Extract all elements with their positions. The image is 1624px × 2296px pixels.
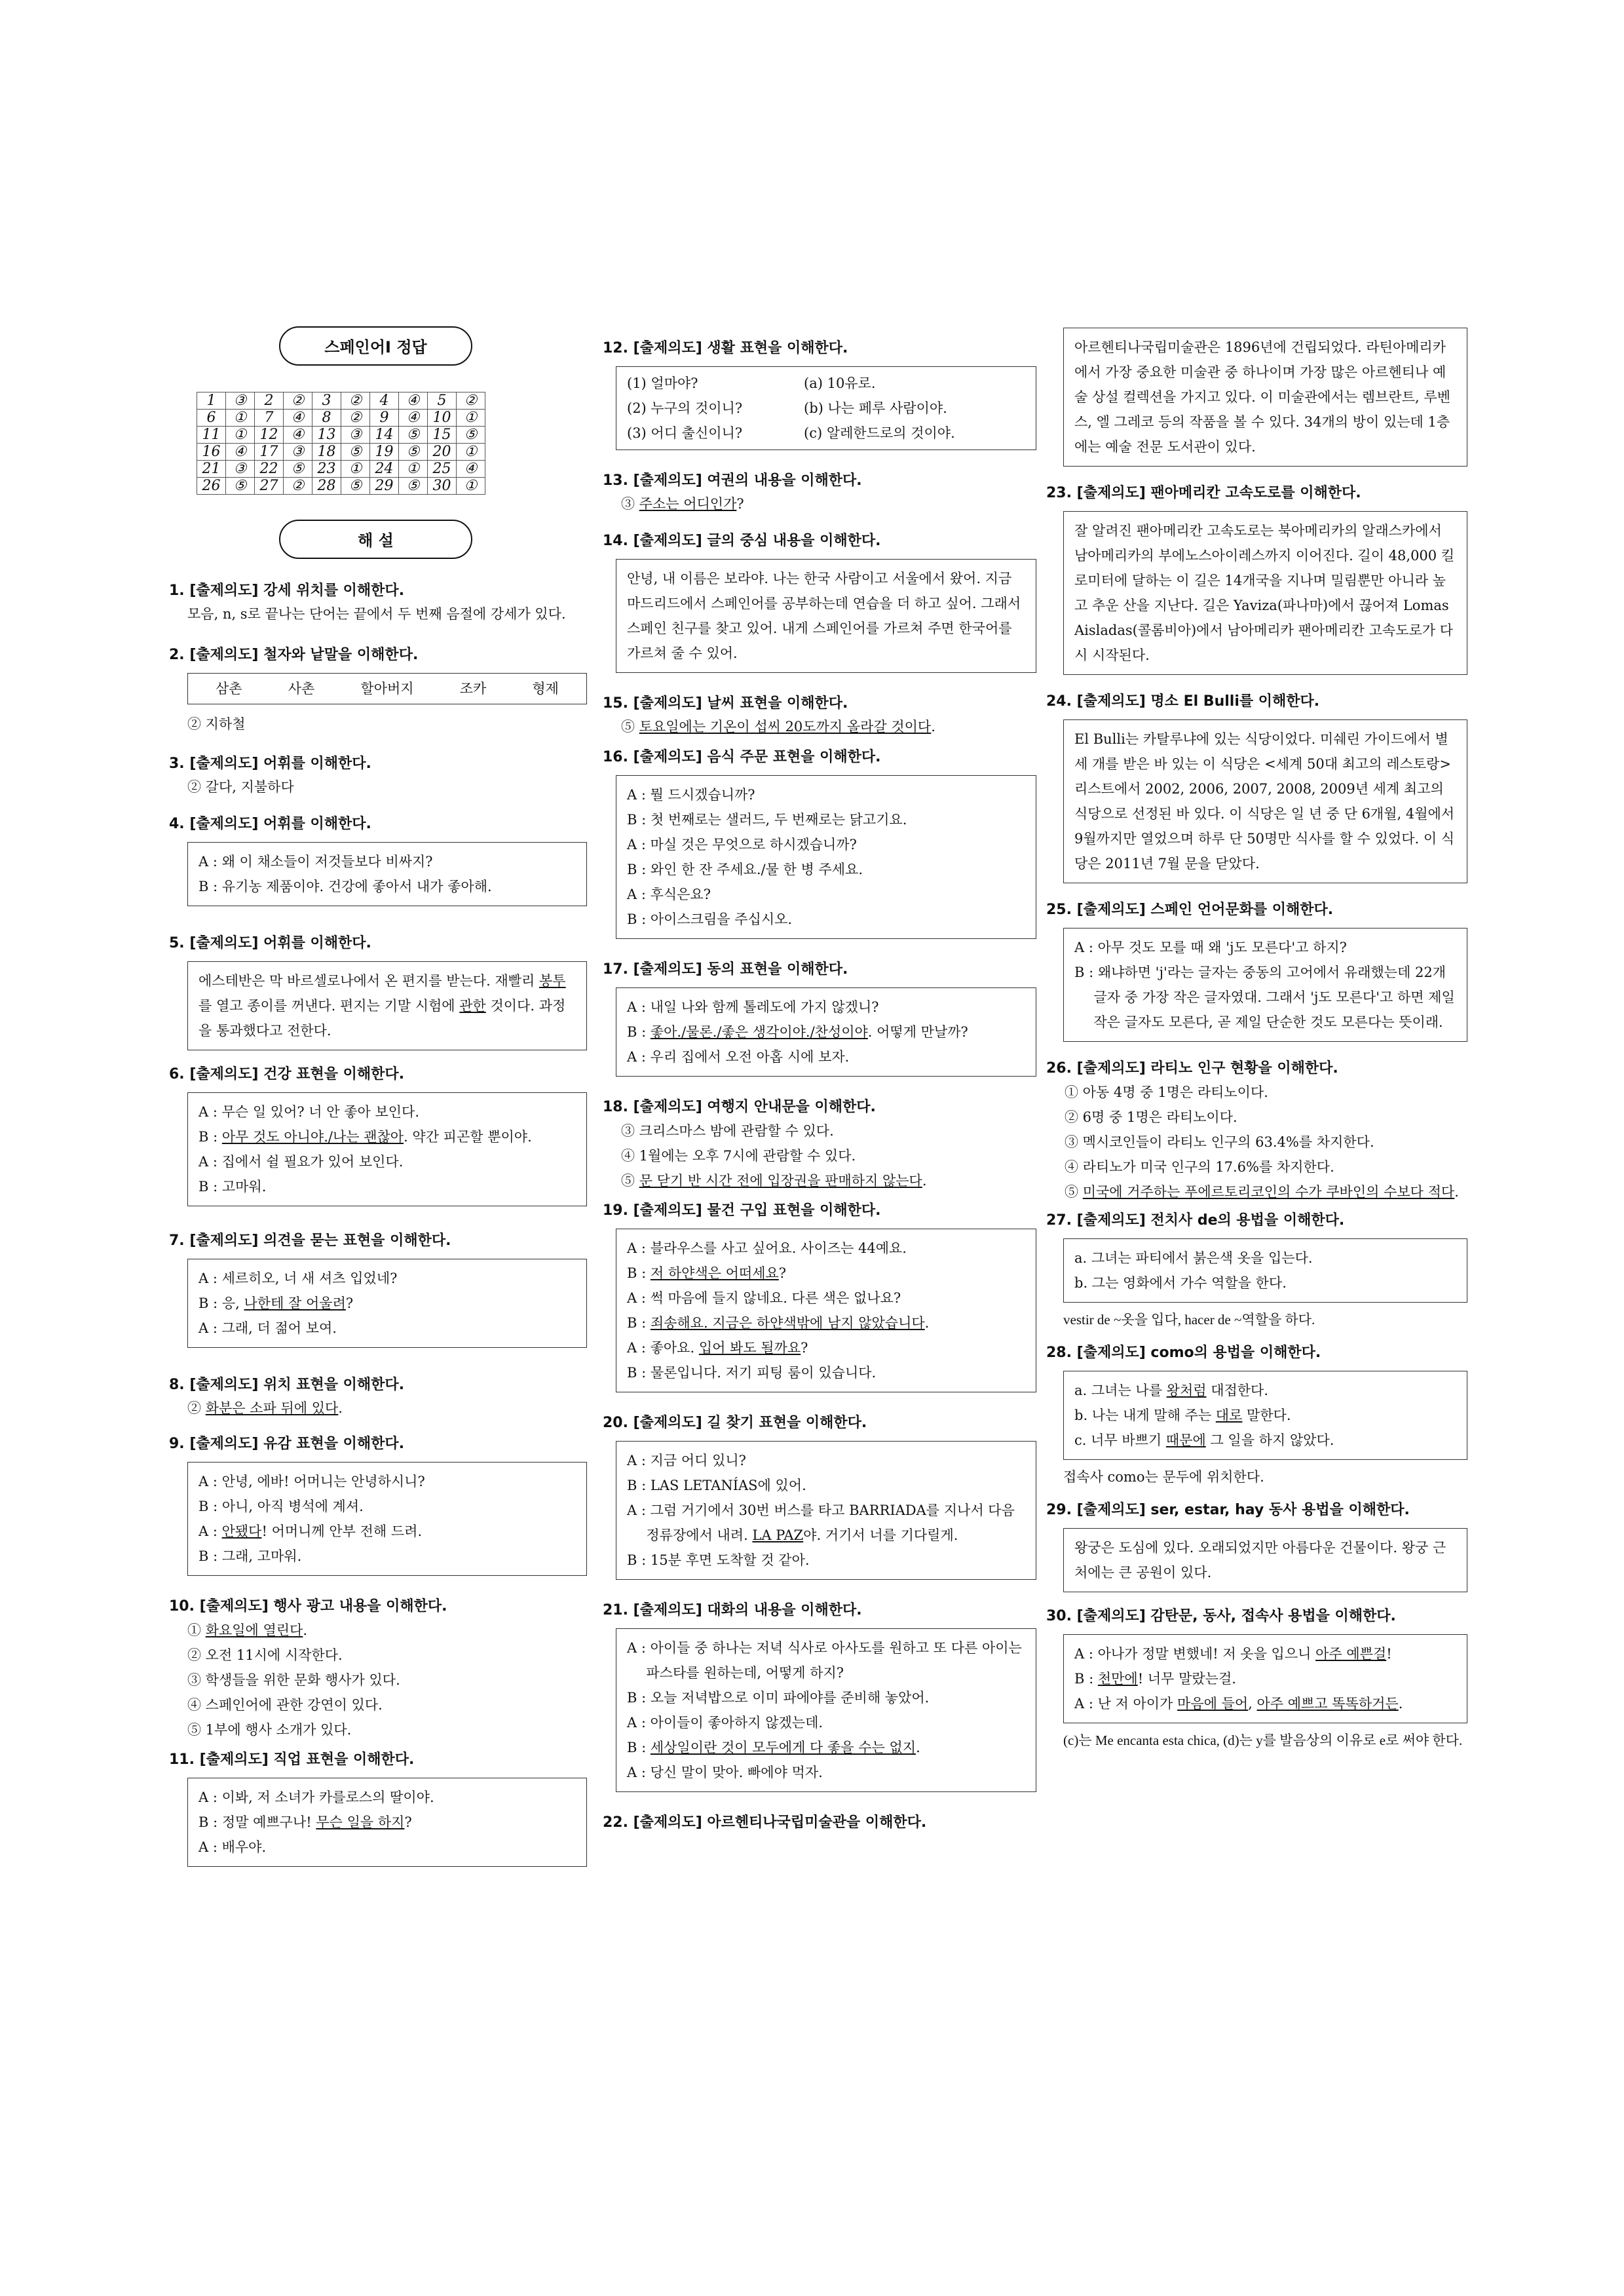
q5-underline: 봉투 [538,973,566,989]
q27-box [1063,1238,1467,1303]
answer-number: 27 [255,478,284,495]
q4-box [187,842,587,906]
q18-options [603,1119,1036,1193]
q20-line: A : 지금 어디 있니? [627,1453,746,1468]
q2-word: 삼촌 [216,681,242,697]
answer-number: 12 [255,427,284,444]
q10-option: ④ 스페인어에 관한 강연이 있다. [187,1697,383,1713]
q18-option: ⑤ 문 닫기 반 시간 전에 입장권을 판매하지 않는다. [621,1173,927,1189]
answer-choice: ④ [457,461,485,478]
q17 [603,959,1036,1077]
q14-box: 안녕, 내 이름은 보라야. 나는 한국 사람이고 서울에서 왔어. 지금 마드리드에서 스페인어를 공부하는데 연습을 더 하고 싶어. 그래서 스페인 친구를 찾고 있어. 내게 스페인어를 가르쳐 주면 한국어를 가르쳐 줄 수 있어. [616,559,1036,673]
q16-line: A : 뭘 드시겠습니까? [627,787,755,803]
q19-line: B : 저 하얀색은 어떠세요? [627,1265,787,1281]
q18-heading: 18. [출제의도] 여행지 안내문을 이해한다. [603,1099,876,1115]
q7-box [187,1259,587,1348]
answer-number: 29 [370,478,399,495]
answer-title: 스페인어Ⅰ 정답 [279,326,472,366]
q25-line: A : 아무 것도 모를 때 왜 'j도 모른다'고 하지? [1074,940,1347,955]
q5-text: 에스테반은 막 바르셀로나에서 온 편지를 받는다. 재빨리 [198,973,539,989]
answer-number: 24 [370,461,399,478]
answer-number: 1 [197,392,226,410]
answer-row [197,444,485,461]
answer-choice: ① [399,461,428,478]
q29-heading: 29. [출제의도] ser, estar, hay 동사 용법을 이해한다. [1046,1502,1410,1518]
q11-line: B : 정말 예쁘구나! 무슨 일을 하지? [198,1814,412,1830]
answer-number: 15 [428,427,457,444]
q18-option: ③ 크리스마스 밤에 관람할 수 있다. [621,1123,834,1139]
q21-line: A : 당신 말이 맞아. 빠에야 먹자. [627,1765,823,1780]
q6-line: B : 아무 것도 아니야./나는 괜찮아. 약간 피곤할 뿐이야. [198,1129,532,1145]
q12-question: (3) 어디 출신이니? [627,425,743,441]
q12-question: (1) 얼마야? [627,375,698,391]
q2-words-box [187,673,587,704]
q4-heading: 4. [출제의도] 어휘를 이해한다. [169,816,371,832]
q13-answer: ③ 주소는 어디인가? [621,496,744,512]
q10 [169,1596,587,1742]
answer-row [197,392,485,410]
q5-box [187,961,587,1050]
q12 [603,337,1036,450]
q23 [1046,482,1467,675]
q21-heading: 21. [출제의도] 대화의 내용을 이해한다. [603,1602,862,1618]
q23-heading: 23. [출제의도] 팬아메리칸 고속도로를 이해한다. [1046,485,1361,501]
q13-heading: 13. [출제의도] 여권의 내용을 이해한다. [603,472,862,489]
answer-choice: ⑤ [341,444,370,461]
q12-box [616,366,1036,450]
q16-line: A : 후식은요? [627,887,711,902]
q28-line: b. 나는 내게 말해 주는 대로 말한다. [1074,1407,1291,1423]
q9-box [187,1462,587,1576]
q16-line: B : 와인 한 잔 주세요./물 한 병 주세요. [627,862,863,877]
answer-choice: ⑤ [226,478,255,495]
q21 [603,1599,1036,1792]
q12-question: (2) 누구의 것이니? [627,400,743,416]
q16-line: B : 아이스크림을 주십시오. [627,911,793,927]
q9-line: B : 아니, 아직 병석에 계셔. [198,1499,364,1514]
q19-line: A : 썩 마음에 들지 않네요. 다른 색은 없나요? [627,1290,901,1306]
q26-option: ④ 라티노가 미국 인구의 17.6%를 차지한다. [1065,1159,1334,1175]
q25-heading: 25. [출제의도] 스페인 언어문화를 이해한다. [1046,902,1334,918]
q19-line: A : 블라우스를 사고 싶어요. 사이즈는 44예요. [627,1240,907,1256]
answer-number: 28 [312,478,341,495]
explanation-title: 해 설 [279,520,472,559]
q16-heading: 16. [출제의도] 음식 주문 표현을 이해한다. [603,749,881,765]
q6-line: A : 집에서 쉴 필요가 있어 보인다. [198,1154,404,1170]
q19-heading: 19. [출제의도] 물건 구입 표현을 이해한다. [603,1202,881,1219]
q27-line: a. 그녀는 파티에서 붉은색 옷을 입는다. [1074,1250,1313,1266]
answer-choice: ④ [284,410,312,427]
answer-number: 11 [197,427,226,444]
q6-line: B : 고마워. [198,1179,267,1195]
q30-note: (c)는 Me encanta esta chica, (d)는 y를 발음상의 이유로 e로 써야 한다. [1063,1732,1463,1748]
q12-answer: (b) 나는 페루 사람이야. [804,400,947,416]
q27 [1046,1210,1467,1331]
answer-choice: ① [457,444,485,461]
q27-note: vestir de ~옷을 입다, hacer de ~역할을 하다. [1063,1312,1315,1328]
q9 [169,1433,587,1576]
q9-line: A : 안됐다! 어머니께 안부 전해 드려. [198,1523,423,1539]
answer-number: 9 [370,410,399,427]
answer-number: 23 [312,461,341,478]
q28-line: c. 너무 바쁘기 때문에 그 일을 하지 않았다. [1074,1432,1334,1448]
q30 [1046,1605,1467,1752]
q7-line: A : 그래, 더 젊어 보여. [198,1320,337,1336]
q5-underline: 관한 [459,998,486,1014]
q19-line: B : 물론입니다. 저기 피팅 룸이 있습니다. [627,1365,877,1381]
answer-number: 16 [197,444,226,461]
q3-heading: 3. [출제의도] 어휘를 이해한다. [169,756,371,772]
q19-line: B : 죄송해요. 지금은 하얀색밖에 남지 않았습니다. [627,1315,930,1331]
q24 [1046,691,1467,883]
q1-heading: 1. [출제의도] 강세 위치를 이해한다. [169,583,405,599]
answer-number: 5 [428,392,457,410]
answer-number: 14 [370,427,399,444]
q29 [1046,1499,1467,1592]
q15 [603,693,1036,738]
q1 [169,580,587,626]
q12-heading: 12. [출제의도] 생활 표현을 이해한다. [603,340,848,356]
q2-word: 할아버지 [360,681,414,697]
q30-line: A : 난 저 아이가 마음에 들어, 아주 예쁘고 똑똑하거든. [1074,1696,1403,1712]
answer-choice: ② [341,392,370,410]
q14-heading: 14. [출제의도] 글의 중심 내용을 이해한다. [603,533,881,549]
q28-line: a. 그녀는 나를 왕처럼 대접한다. [1074,1383,1269,1398]
q30-line: B : 천만에! 너무 말랐는걸. [1074,1671,1236,1687]
q8-heading: 8. [출제의도] 위치 표현을 이해한다. [169,1377,405,1393]
answer-choice: ① [226,427,255,444]
q9-heading: 9. [출제의도] 유감 표현을 이해한다. [169,1436,405,1452]
q16-line: B : 첫 번째로는 샐러드, 두 번째로는 닭고기요. [627,812,907,828]
q20-heading: 20. [출제의도] 길 찾기 표현을 이해한다. [603,1415,867,1431]
answer-choice: ① [457,478,485,495]
q5-text: 것이다. 과정을 통과했다고 전한다. [198,998,566,1039]
q10-option: ① 화요일에 열린다. [187,1622,308,1638]
q24-heading: 24. [출제의도] 명소 El Bulli를 이해한다. [1046,693,1320,710]
answer-choice: ③ [226,461,255,478]
q27-line: b. 그는 영화에서 가수 역할을 한다. [1074,1275,1287,1291]
answer-choice: ⑤ [399,444,428,461]
q10-option: ② 오전 11시에 시작한다. [187,1647,343,1663]
q23-box: 잘 알려진 팬아메리칸 고속도로는 북아메리카의 알래스카에서 남아메리카의 부에노스아이레스까지 이어진다. 길이 48,000 킬로미터에 달하는 이 길은 14개국을 지나며 밀림뿐만 아니라 높고 추운 산을 지난다. 길은 Yaviza(파나마)에서 끊어져 Lomas Aisladas(콜롬비아)에서 남아메리카 팬아메리칸 고속도로가 다시 시작된다. [1063,511,1467,675]
q16 [603,746,1036,939]
q11-line: A : 이봐, 저 소녀가 카를로스의 딸이야. [198,1789,434,1805]
q21-line: B : 오늘 저녁밥으로 이미 파에야를 준비해 놓았어. [627,1690,930,1706]
q19-box [616,1229,1036,1392]
q26-option: ⑤ 미국에 거주하는 푸에르토리코인의 수가 쿠바인의 수보다 적다. [1065,1184,1459,1200]
q6 [169,1063,587,1206]
q17-line: B : 좋아./물론./좋은 생각이야./찬성이야. 어떻게 만날까? [627,1024,968,1040]
q29-box: 왕궁은 도심에 있다. 오래되었지만 아름다운 건물이다. 왕궁 근처에는 큰 공원이 있다. [1063,1528,1467,1592]
q20-line: B : 15분 후면 도착할 것 같아. [627,1552,810,1568]
answer-row [197,410,485,427]
answer-choice: ⑤ [399,478,428,495]
q30-heading: 30. [출제의도] 감탄문, 동사, 접속사 용법을 이해한다. [1046,1608,1396,1624]
q18 [603,1096,1036,1193]
q17-heading: 17. [출제의도] 동의 표현을 이해한다. [603,961,848,978]
answer-choice: ④ [284,427,312,444]
answer-table [197,392,485,495]
q10-option: ⑤ 1부에 행사 소개가 있다. [187,1722,352,1738]
q19 [603,1200,1036,1392]
q21-line: B : 세상일이란 것이 모두에게 다 좋을 수는 없지. [627,1740,920,1755]
q26-heading: 26. [출제의도] 라티노 인구 현황을 이해한다. [1046,1060,1338,1077]
answer-row [197,427,485,444]
q21-line: A : 아이들 중 하나는 저녁 식사로 아사도를 원하고 또 다른 아이는 파스타를 원하는데, 어떻게 하지? [627,1640,1022,1681]
q2 [169,644,587,736]
column-2 [603,337,1036,1834]
q22-box: 아르헨티나국립미술관은 1896년에 건립되었다. 라틴아메리카에서 가장 중요한 미술관 중 하나이며 가장 많은 아르헨티나 예술 상설 컬렉션을 가지고 있다. 이 미술관에서는 렘브란트, 루벤스, 엘 그레코 등의 작품을 볼 수 있다. 34개의 방이 있는데 1층에는 예술 전문 도서관이 있다. [1063,328,1467,467]
answer-choice: ⑤ [457,427,485,444]
answer-number: 3 [312,392,341,410]
q16-line: A : 마실 것은 무엇으로 하시겠습니까? [627,837,857,852]
answer-choice: ② [341,410,370,427]
q27-heading: 27. [출제의도] 전치사 de의 용법을 이해한다. [1046,1212,1345,1229]
q2-word: 사촌 [288,681,315,697]
q2-heading: 2. [출제의도] 철자와 낱말을 이해한다. [169,647,419,663]
answer-choice: ① [226,410,255,427]
q13 [603,470,1036,516]
q9-line: A : 안녕, 에바! 어머니는 안녕하시니? [198,1474,425,1489]
q18-option: ④ 1월에는 오후 7시에 관람할 수 있다. [621,1148,856,1164]
q4-line-a: A : 왜 이 채소들이 저것들보다 비싸지? [198,854,433,870]
answer-choice: ⑤ [284,461,312,478]
answer-number: 13 [312,427,341,444]
q20-line: A : 그럼 거기에서 30번 버스를 타고 BARRIADA를 지나서 다음 정류장에서 내려. LA PAZ야. 거기서 너를 기다릴게. [627,1502,1015,1543]
answer-choice: ⑤ [341,478,370,495]
q22-heading: 22. [출제의도] 아르헨티나국립미술관을 이해한다. [603,1814,927,1831]
q3-answer: ② 갈다, 지불하다 [187,779,294,795]
answer-number: 17 [255,444,284,461]
q7 [169,1230,587,1348]
answer-choice: ⑤ [399,427,428,444]
q7-heading: 7. [출제의도] 의견을 묻는 표현을 이해한다. [169,1233,451,1249]
answer-row [197,478,485,495]
q9-line: B : 그래, 고마워. [198,1548,302,1564]
q1-text: 모음, n, s로 끝나는 단어는 끝에서 두 번째 음절에 강세가 있다. [187,606,566,622]
q26-option: ① 아동 4명 중 1명은 라티노이다. [1065,1084,1268,1100]
answer-number: 21 [197,461,226,478]
answer-number: 10 [428,410,457,427]
q5-text: 를 열고 종이를 꺼낸다. 편지는 기말 시험에 [198,998,460,1014]
q2-word: 형제 [532,681,559,697]
q14 [603,530,1036,673]
q17-box [616,987,1036,1077]
q6-heading: 6. [출제의도] 건강 표현을 이해한다. [169,1066,405,1082]
q11-box [187,1778,587,1867]
q17-line: A : 내일 나와 함께 톨레도에 가지 않겠니? [627,999,879,1015]
answer-number: 19 [370,444,399,461]
answer-number: 6 [197,410,226,427]
q26-option: ② 6명 중 1명은 라티노이다. [1065,1109,1237,1125]
q7-line: A : 세르히오, 너 새 셔츠 입었네? [198,1271,398,1286]
q7-line: B : 응, 나한테 잘 어울려? [198,1295,354,1311]
q25-box [1063,928,1467,1042]
q3 [169,753,587,799]
answer-choice: ④ [226,444,255,461]
answer-choice: ③ [341,427,370,444]
answer-number: 25 [428,461,457,478]
q21-box [616,1628,1036,1792]
q8 [169,1374,587,1420]
q2-word: 조카 [459,681,487,697]
answer-number: 2 [255,392,284,410]
q28 [1046,1342,1467,1489]
answer-choice: ④ [399,392,428,410]
answer-number: 30 [428,478,457,495]
q15-heading: 15. [출제의도] 날씨 표현을 이해한다. [603,695,848,712]
answer-choice: ② [284,478,312,495]
q6-line: A : 무슨 일 있어? 너 안 좋아 보인다. [198,1104,420,1120]
answer-choice: ① [341,461,370,478]
q8-answer: ② 화분은 소파 뒤에 있다. [187,1400,343,1416]
q25 [1046,899,1467,1042]
q11-line: A : 배우야. [198,1839,267,1855]
q4 [169,813,587,906]
q28-note: 접속사 como는 문두에 위치한다. [1063,1469,1264,1485]
q21-line: A : 아이들이 좋아하지 않겠는데. [627,1715,823,1731]
q26 [1046,1058,1467,1204]
q10-options [169,1618,587,1742]
q10-option: ③ 학생들을 위한 문화 행사가 있다. [187,1672,400,1688]
q25-line: B : 왜냐하면 'j'라는 글자는 중동의 고어에서 유래했는데 22개 글자 중 가장 작은 글자였대. 그래서 'j도 모른다'고 하면 제일 작은 글자도 모른다, 곧 제일 단순한 것도 모른다는 뜻이래. [1074,965,1455,1030]
q5-heading: 5. [출제의도] 어휘를 이해한다. [169,935,371,951]
q12-answer: (c) 알레한드로의 것이야. [804,425,955,441]
q22 [603,1812,1036,1834]
column-1 [169,326,587,1867]
answer-number: 4 [370,392,399,410]
q17-line: A : 우리 집에서 오전 아홉 시에 보자. [627,1049,850,1065]
q28-box [1063,1371,1467,1460]
answer-choice: ③ [226,392,255,410]
answer-number: 18 [312,444,341,461]
answer-number: 7 [255,410,284,427]
q6-box [187,1092,587,1206]
q20-line: B : LAS LETANÍAS에 있어. [627,1478,806,1493]
q28-heading: 28. [출제의도] como의 용법을 이해한다. [1046,1345,1321,1361]
q10-heading: 10. [출제의도] 행사 광고 내용을 이해한다. [169,1598,447,1615]
column-3 [1046,328,1467,1752]
answer-choice: ④ [399,410,428,427]
answer-choice: ② [457,392,485,410]
answer-number: 22 [255,461,284,478]
q24-box: El Bulli는 카탈루냐에 있는 식당이었다. 미쉐린 가이드에서 별 세 개를 받은 바 있는 이 식당은 <세계 50대 최고의 레스토랑> 리스트에서 2002, 2006, 2007, 2008, 2009년 세계 최고의 식당으로 선정된 바 있다. 이 식당은 일 년 중 단 6개월, 4월에서 9월까지만 열었으며 하루 단 50명만 식사를 할 수 있었다. 이 식당은 2011년 7월 문을 닫았다. [1063,719,1467,883]
q19-line: A : 좋아요. 입어 봐도 될까요? [627,1340,808,1356]
answer-choice: ② [284,392,312,410]
q11 [169,1749,587,1867]
answer-row [197,461,485,478]
q30-box [1063,1634,1467,1723]
answer-number: 20 [428,444,457,461]
q26-options [1046,1080,1467,1204]
q5 [169,932,587,1050]
answer-number: 8 [312,410,341,427]
q20-box [616,1441,1036,1580]
q30-line: A : 아나가 정말 변했네! 저 옷을 입으니 아주 예쁜걸! [1074,1646,1392,1662]
q11-heading: 11. [출제의도] 직업 표현을 이해한다. [169,1751,415,1768]
answer-number: 26 [197,478,226,495]
q20 [603,1412,1036,1580]
q4-line-b: B : 유기농 제품이야. 건강에 좋아서 내가 좋아해. [198,879,492,894]
q16-box [616,775,1036,939]
q2-answer: ② 지하철 [187,716,246,732]
q12-answer: (a) 10유로. [804,375,876,391]
answer-choice: ③ [284,444,312,461]
q15-answer: ⑤ 토요일에는 기온이 섭씨 20도까지 올라갈 것이다. [621,719,935,735]
q26-option: ③ 멕시코인들이 라티노 인구의 63.4%를 차지한다. [1065,1134,1374,1150]
answer-choice: ① [457,410,485,427]
